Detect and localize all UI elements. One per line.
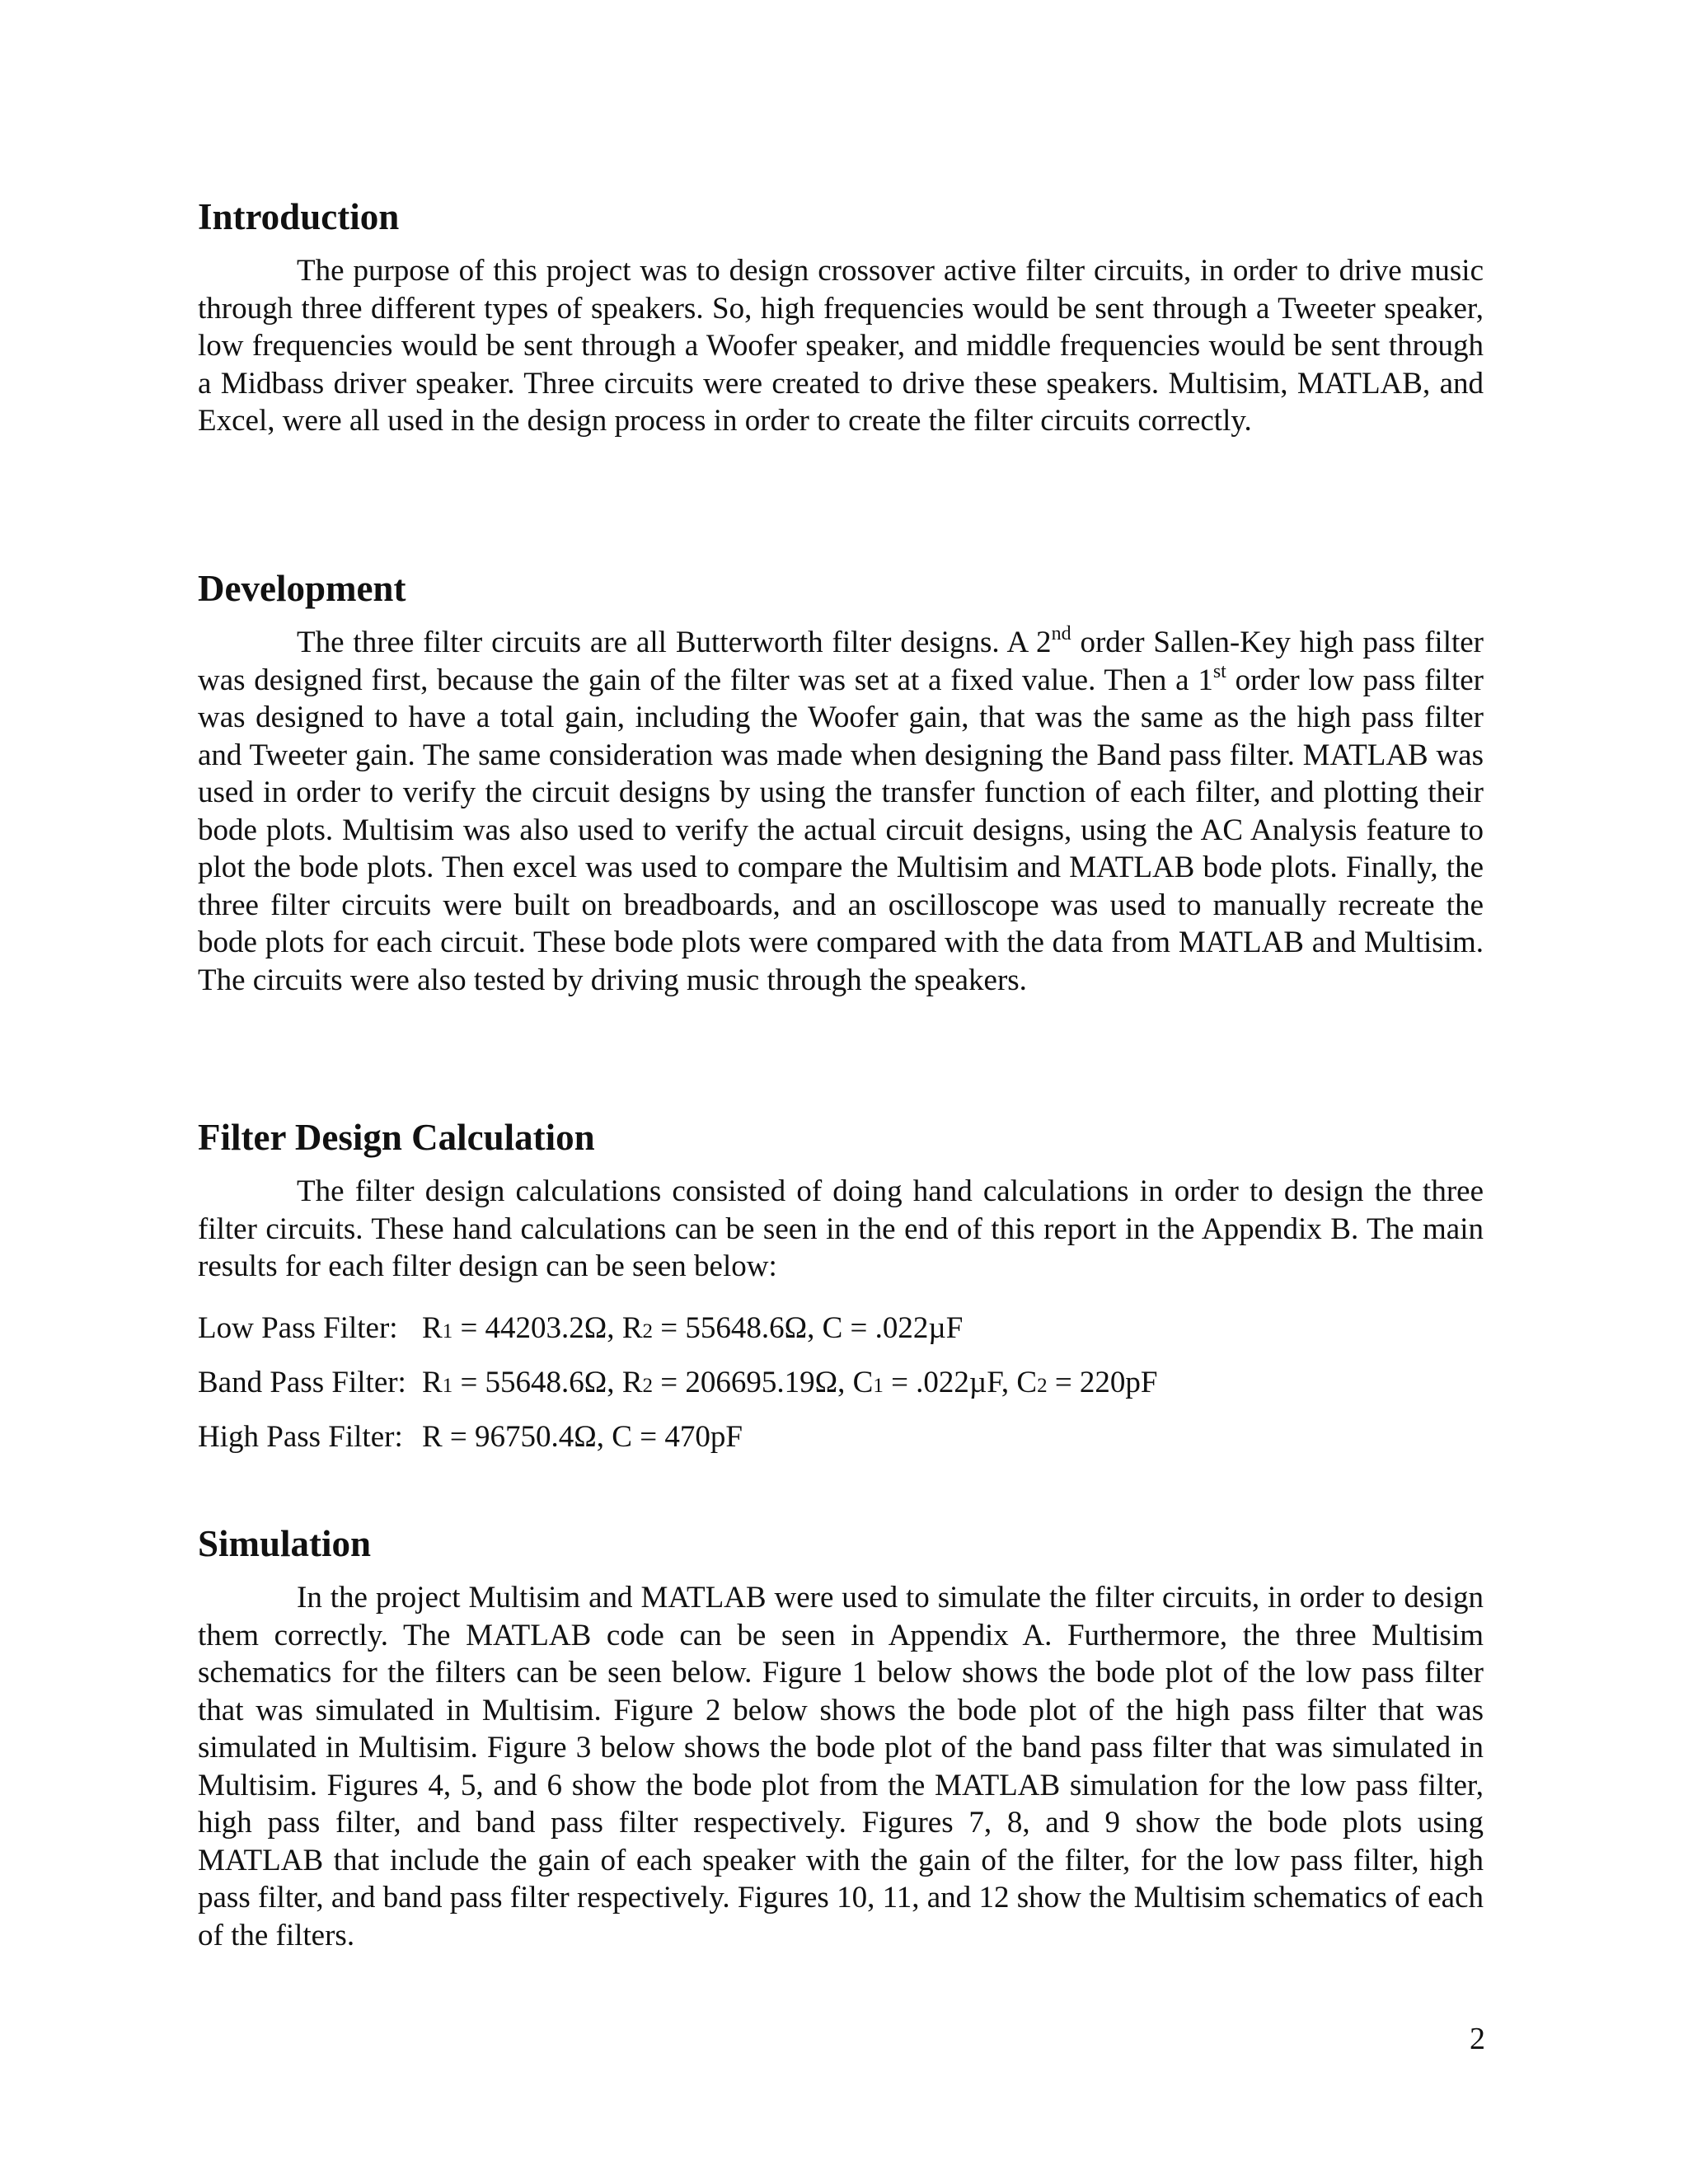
value: R = 96750.4Ω, C = 470pF [422,1420,743,1454]
simulation-heading: Simulation [198,1523,372,1564]
development-text: The three filter circuits are all Butterworth filter designs. A 2 [297,626,1052,659]
symbol: R [621,1311,643,1345]
development-text: order Sallen-Key high pass filter was designed first, because the gain of the filter was set at a fixed value. Then a 1 [198,626,1484,697]
value: = 44203.2Ω, [452,1311,622,1345]
symbol: R [422,1311,443,1345]
symbol: C [1016,1366,1038,1399]
value: = 55648.6Ω, [452,1366,622,1399]
high-pass-label: High Pass Filter: [198,1420,403,1454]
subscript: 1 [873,1375,884,1397]
symbol: C [852,1366,874,1399]
introduction-section [198,194,1484,440]
filter-design-paragraph: The filter design calculations consisted of doing hand calculations in order to design the three filter circuits. These hand calculations can be seen in the end of this report in the Appendix B. The main results for each filter design can be seen below: [198,1174,1484,1283]
ordinal-superscript: st [1212,660,1226,682]
subscript: 1 [442,1320,453,1343]
subscript: 2 [642,1320,653,1343]
low-pass-label: Low Pass Filter: [198,1311,398,1345]
high-pass-result [198,1419,743,1455]
development-paragraph [198,624,1484,999]
subscript: 1 [442,1375,453,1397]
band-pass-label: Band Pass Filter: [198,1366,406,1399]
development-text: order low pass filter was designed to have a total gain, including the Woofer gain, that was the same as the high pass filter and Tweeter gain. The same consideration was made when designing the Band pass filter. MATLAB was used in order to verify the circuit designs by using the transfer function of each filter, and plotting their bode plots. Multisim was also used to verify the actual circuit designs, using the AC Analysis feature to plot the bode plots. Then excel was used to compare the Multisim and MATLAB bode plots. Finally, the three filter circuits were built on breadboards, and an oscilloscope was used to manually recreate the bode plots for each circuit. These bode plots were compared with the data from MATLAB and Multisim. The circuits were also tested by driving music through the speakers. [198,663,1484,997]
simulation-section [198,1521,1484,1954]
low-pass-result [198,1310,963,1346]
filter-design-heading: Filter Design Calculation [198,1117,595,1158]
value: = 55648.6Ω, C = .022µF [653,1311,964,1345]
subscript: 2 [1037,1375,1048,1397]
filter-design-section [198,1114,1484,1286]
value: = 206695.19Ω, [653,1366,853,1399]
introduction-heading: Introduction [198,196,400,237]
introduction-paragraph: The purpose of this project was to design crossover active filter circuits, in order to drive music through three different types of speakers. So, high frequencies would be sent through a Tweeter speaker, low frequencies would be sent through a Woofer speaker, and middle frequencies would be sent through a Midbass driver speaker. Three circuits were created to drive these speakers. Multisim, MATLAB, and Excel, were all used in the design process in order to create the filter circuits correctly. [198,254,1484,438]
symbol: R [422,1366,443,1399]
value: = 220pF [1047,1366,1158,1399]
development-section [198,565,1484,999]
symbol: R [621,1366,643,1399]
band-pass-result [198,1365,1158,1400]
value: = .022µF, [883,1366,1017,1399]
simulation-paragraph: In the project Multisim and MATLAB were used to simulate the filter circuits, in order to design them correctly. The MATLAB code can be seen in Appendix A. Furthermore, the three Multisim schematics for the filters can be seen below. Figure 1 below shows the bode plot of the low pass filter that was simulated in Multisim. Figure 2 below shows the bode plot of the high pass filter that was simulated in Multisim. Figure 3 below shows the bode plot of the band pass filter that was simulated in Multisim. Figures 4, 5, and 6 show the bode plot from the MATLAB simulation for the low pass filter, high pass filter, and band pass filter respectively. Figures 7, 8, and 9 show the bode plots using MATLAB that include the gain of each speaker with the gain of the filter, for the low pass filter, high pass filter, and band pass filter respectively. Figures 10, 11, and 12 show the Multisim schematics of each of the filters. [198,1581,1484,1952]
development-heading: Development [198,568,406,609]
page-number: 2 [1470,2022,1485,2056]
ordinal-superscript: nd [1051,623,1071,644]
subscript: 2 [642,1375,653,1397]
